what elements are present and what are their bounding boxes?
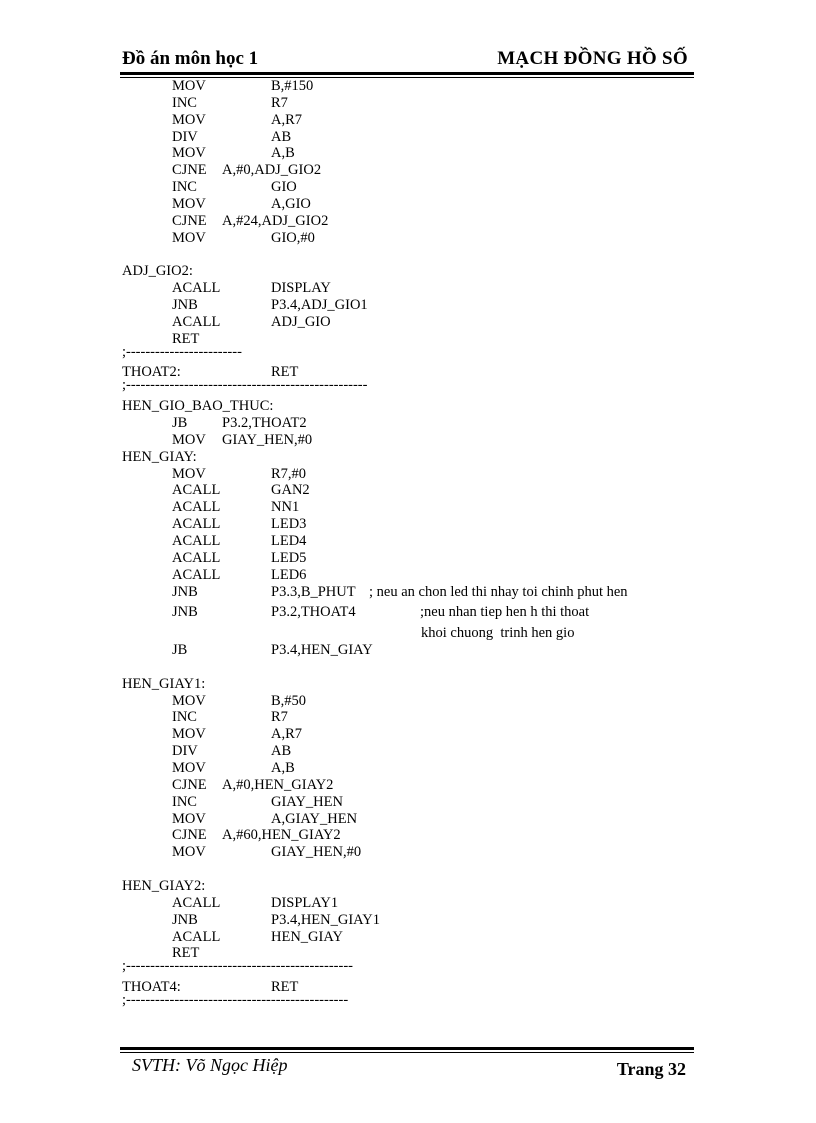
code-opcode: MOV: [172, 844, 206, 860]
code-comment-continued: khoi chuong trinh hen gio: [421, 625, 575, 641]
code-operand: AB: [271, 743, 292, 759]
code-operand: NN1: [271, 499, 300, 515]
code-operand: LED4: [271, 533, 307, 549]
code-operand: B,#150: [271, 78, 314, 94]
code-opcode: ACALL: [172, 567, 221, 583]
code-operand: A,#0,ADJ_GIO2: [222, 162, 322, 178]
code-opcode: ACALL: [172, 550, 221, 566]
code-comment: ;neu nhan tiep hen h thi thoat: [420, 604, 590, 620]
code-operand: GIO: [271, 179, 297, 195]
code-operand: R7,#0: [271, 466, 307, 482]
code-operand: A,R7: [271, 726, 303, 742]
code-opcode: CJNE: [172, 213, 207, 229]
code-operand: B,#50: [271, 693, 307, 709]
code-opcode: INC: [172, 794, 197, 810]
code-instruction: RET: [271, 979, 299, 995]
code-operand: A,#0,HEN_GIAY2: [222, 777, 334, 793]
code-operand: GIAY_HEN: [271, 794, 343, 810]
code-opcode: JB: [172, 415, 188, 431]
code-operand: GIO,#0: [271, 230, 315, 246]
code-operand: GIAY_HEN,#0: [271, 844, 362, 860]
code-opcode: JB: [172, 642, 188, 658]
code-opcode: ACALL: [172, 280, 221, 296]
code-operand: A,B: [271, 760, 295, 776]
code-opcode: ACALL: [172, 533, 221, 549]
code-opcode: MOV: [172, 466, 206, 482]
code-opcode: RET: [172, 331, 200, 347]
code-operand: LED5: [271, 550, 307, 566]
code-opcode: INC: [172, 179, 197, 195]
code-operand: A,#24,ADJ_GIO2: [222, 213, 329, 229]
code-operand: A,GIO: [271, 196, 311, 212]
code-opcode: MOV: [172, 726, 206, 742]
code-comment: ; neu an chon led thi nhay toi chinh phut hen: [369, 584, 628, 600]
code-operand: P3.2,THOAT2: [222, 415, 307, 431]
header-rule-thick: [120, 72, 694, 75]
code-label: ADJ_GIO2:: [122, 263, 193, 279]
code-operand: ADJ_GIO: [271, 314, 331, 330]
footer-rule-thin: [120, 1052, 694, 1053]
code-opcode: CJNE: [172, 827, 207, 843]
code-opcode: MOV: [172, 811, 206, 827]
code-operand: DISPLAY: [271, 280, 331, 296]
code-opcode: INC: [172, 709, 197, 725]
code-operand: HEN_GIAY: [271, 929, 343, 945]
code-operand: P3.3,B_PHUT: [271, 584, 356, 600]
code-opcode: JNB: [172, 297, 198, 313]
code-opcode: JNB: [172, 584, 198, 600]
code-operand: A,B: [271, 145, 295, 161]
code-opcode: ACALL: [172, 929, 221, 945]
code-opcode: MOV: [172, 432, 206, 448]
code-operand: A,R7: [271, 112, 303, 128]
code-label: THOAT2:: [122, 364, 181, 380]
code-label: HEN_GIAY1:: [122, 676, 206, 692]
code-operand: R7: [271, 709, 288, 725]
code-opcode: JNB: [172, 604, 198, 620]
code-opcode: MOV: [172, 112, 206, 128]
code-label: HEN_GIAY2:: [122, 878, 206, 894]
code-opcode: MOV: [172, 230, 206, 246]
code-separator: ;-----------------------------------------------: [122, 958, 353, 974]
header-project-title: MẠCH ĐỒNG HỒ SỐ: [497, 48, 688, 69]
code-label: HEN_GIO_BAO_THUC:: [122, 398, 274, 414]
footer-page-number: Trang 32: [616, 1059, 686, 1079]
code-opcode: CJNE: [172, 777, 207, 793]
code-opcode: DIV: [172, 129, 198, 145]
code-operand: P3.4,ADJ_GIO1: [271, 297, 368, 313]
code-operand: LED3: [271, 516, 307, 532]
header-rule-thin: [120, 77, 694, 78]
code-label: THOAT4:: [122, 979, 181, 995]
code-operand: GAN2: [271, 482, 310, 498]
code-opcode: ACALL: [172, 482, 221, 498]
code-opcode: INC: [172, 95, 197, 111]
code-separator: ;--------------------------------------------------: [122, 377, 368, 393]
code-operand: LED6: [271, 567, 307, 583]
code-opcode: ACALL: [172, 895, 221, 911]
code-opcode: MOV: [172, 78, 206, 94]
code-opcode: ACALL: [172, 516, 221, 532]
code-opcode: ACALL: [172, 499, 221, 515]
code-opcode: DIV: [172, 743, 198, 759]
code-opcode: CJNE: [172, 162, 207, 178]
code-operand: DISPLAY1: [271, 895, 339, 911]
code-label: HEN_GIAY:: [122, 449, 197, 465]
code-opcode: MOV: [172, 760, 206, 776]
code-operand: P3.4,HEN_GIAY1: [271, 912, 381, 928]
code-opcode: MOV: [172, 145, 206, 161]
code-operand: P3.2,THOAT4: [271, 604, 356, 620]
code-operand: P3.4,HEN_GIAY: [271, 642, 373, 658]
header-course-title: Đồ án môn học 1: [122, 48, 259, 69]
code-operand: A,#60,HEN_GIAY2: [222, 827, 341, 843]
code-operand: R7: [271, 95, 288, 111]
code-operand: A,GIAY_HEN: [271, 811, 358, 827]
footer-author: SVTH: Võ Ngọc Hiệp: [132, 1055, 288, 1075]
code-separator: ;------------------------: [122, 344, 242, 360]
code-operand: AB: [271, 129, 292, 145]
code-operand: GIAY_HEN,#0: [222, 432, 313, 448]
code-opcode: ACALL: [172, 314, 221, 330]
code-opcode: MOV: [172, 196, 206, 212]
code-opcode: JNB: [172, 912, 198, 928]
code-opcode: MOV: [172, 693, 206, 709]
code-separator: ;----------------------------------------------: [122, 992, 349, 1008]
code-instruction: RET: [271, 364, 299, 380]
footer-rule-thick: [120, 1047, 694, 1050]
code-opcode: RET: [172, 945, 200, 961]
